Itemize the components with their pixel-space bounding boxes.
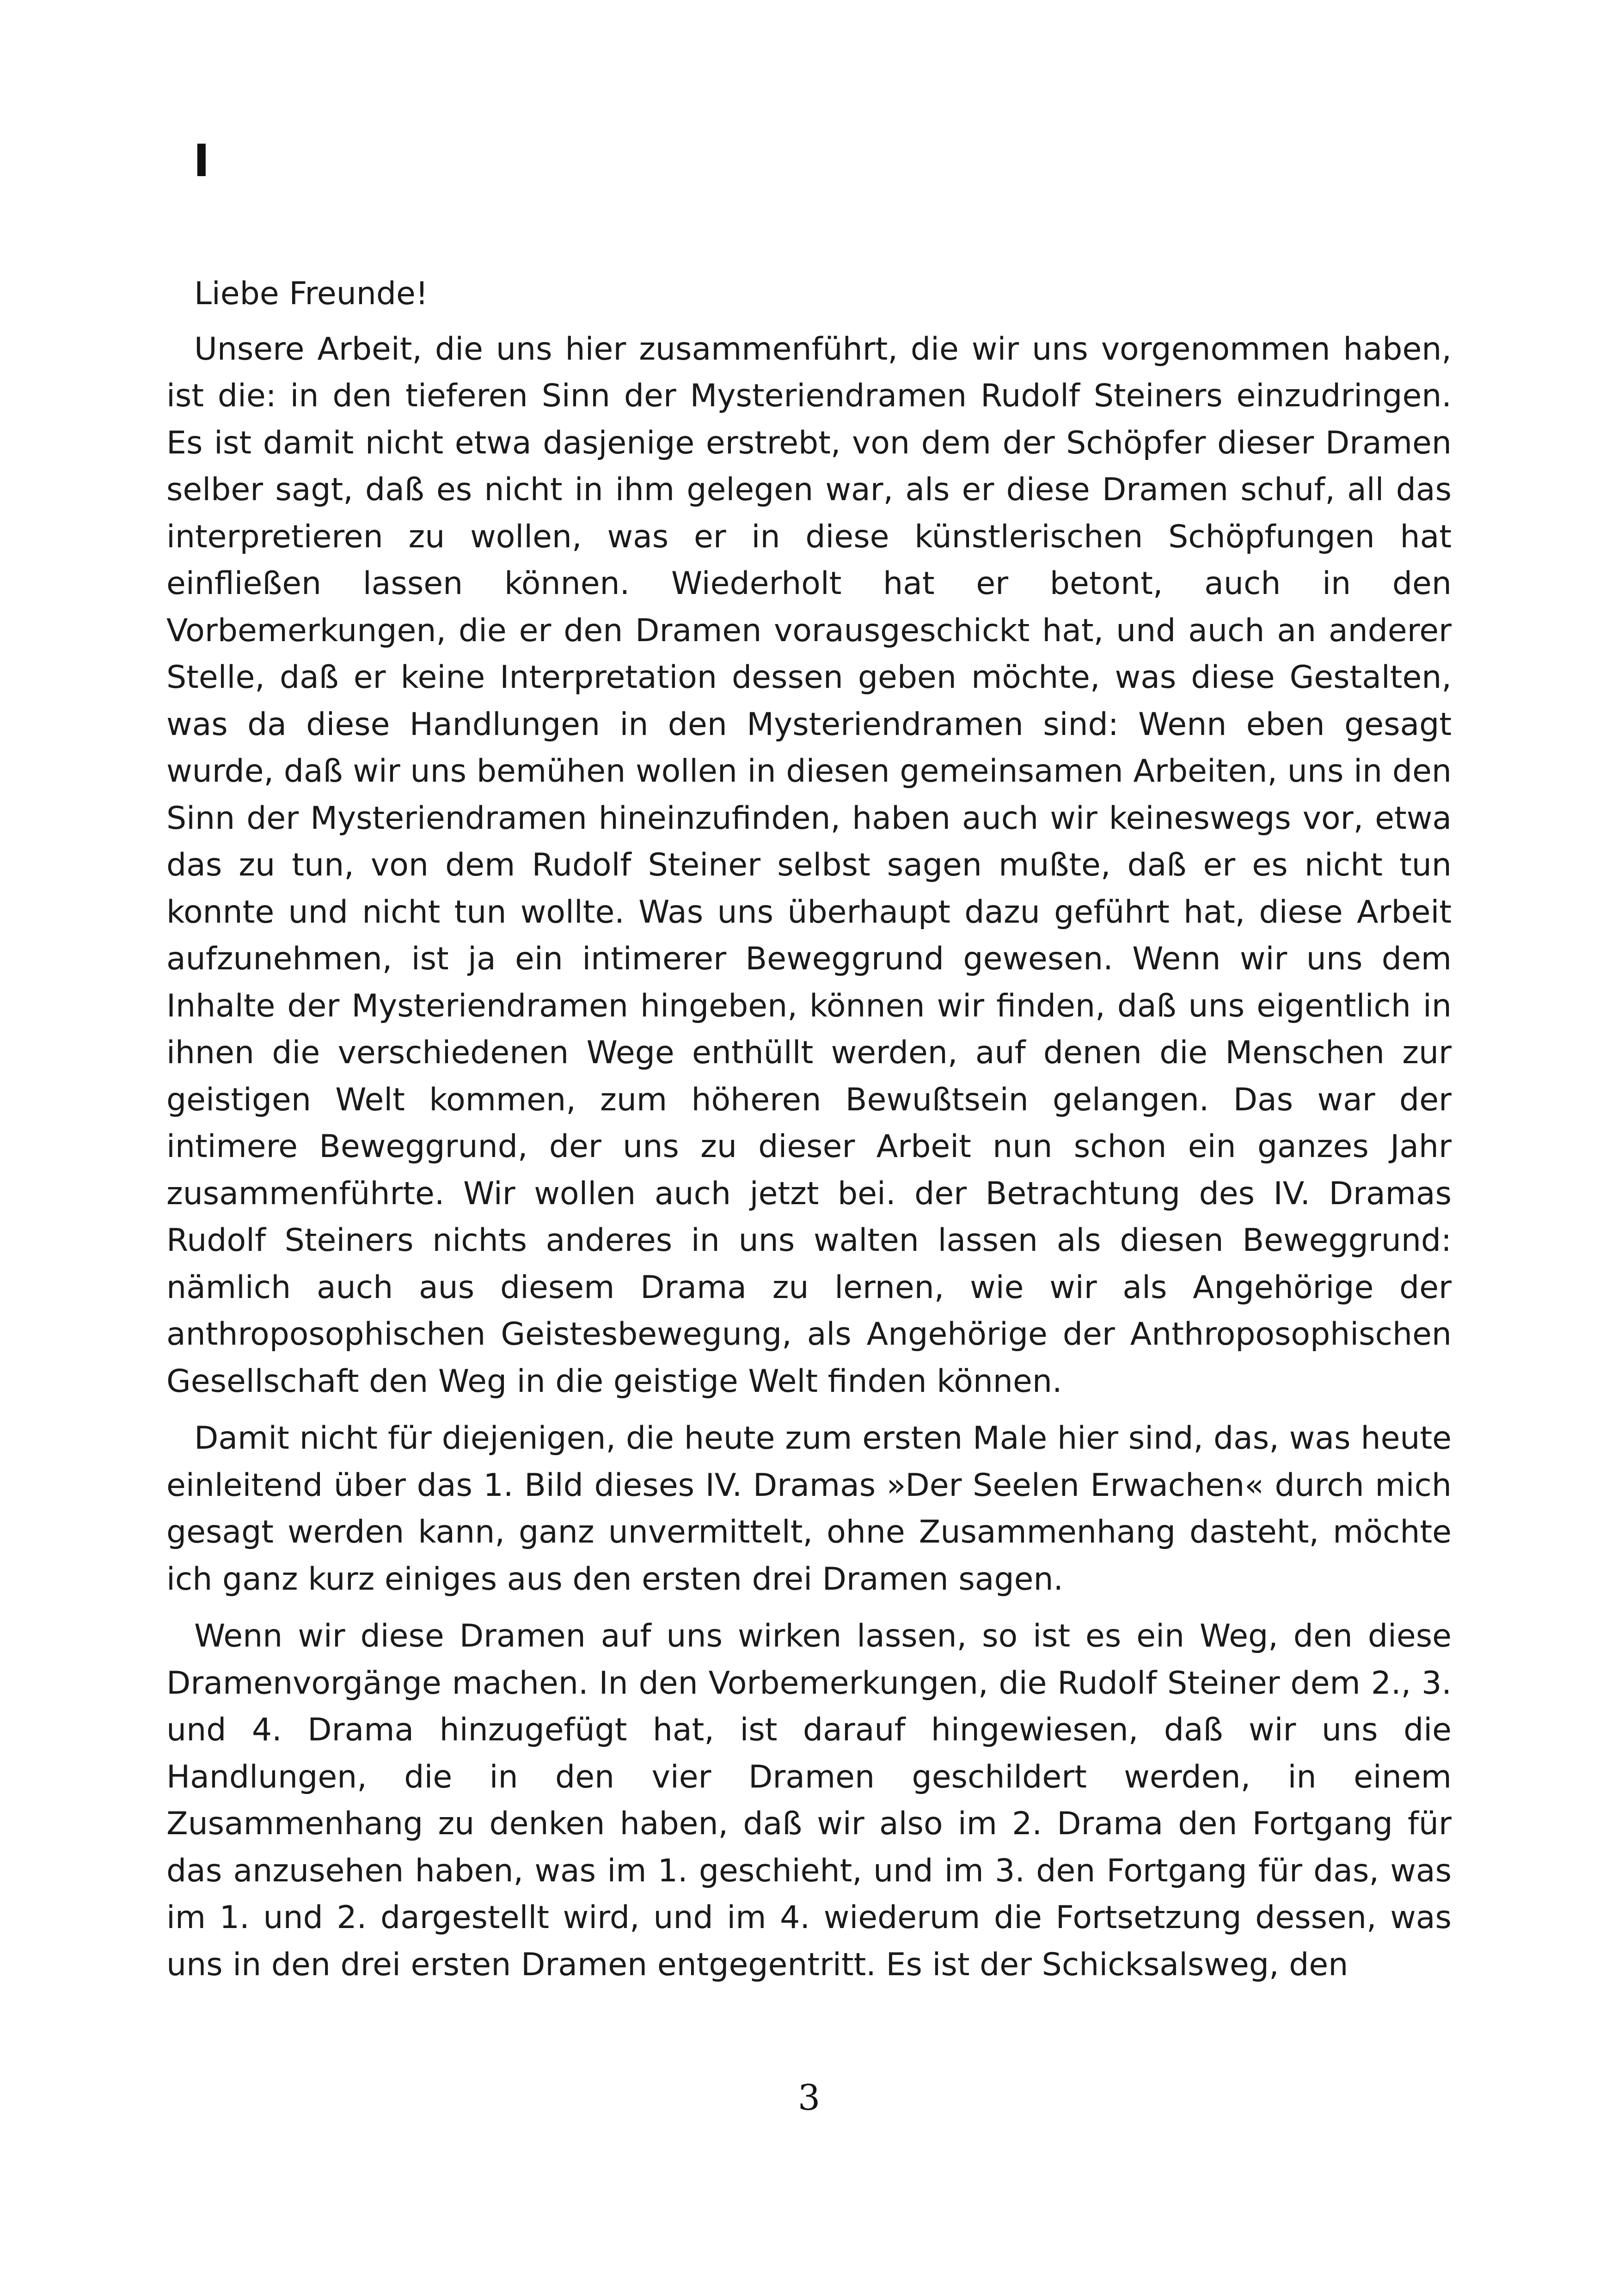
paragraph-1: Unsere Arbeit, die uns hier zusammenführt, die wir uns vorgenommen haben, ist die: in den tieferen Sinn der Mysteriendramen Rudolf Steiners einzudringen. Es ist damit nicht etwa dasjenige erstrebt, von dem der Schöpfer dieser Dramen selber sagt, daß es nicht in ihm gelegen war, als er diese Dramen schuf, all das interpretieren zu wollen, was er in diese künstlerischen Schöpfungen hat einfließen lassen können. Wiederholt hat er betont, auch in den Vorbemerkungen, die er den Dramen vorausgeschickt hat, und auch an anderer Stelle, daß er keine Interpretation dessen geben möchte, was diese Gestalten, was da diese Handlungen in den Mysteriendramen sind: Wenn eben gesagt wurde, daß wir uns bemühen wollen in diesen gemeinsamen Arbeiten, uns in den Sinn der Mysteriendramen hineinzufinden, haben auch wir keineswegs vor, etwa das zu tun, von dem Rudolf Steiner selbst sagen mußte, daß er es nicht tun konnte und nicht tun wollte. Was uns überhaupt dazu geführt hat, diese Arbeit aufzunehmen, ist ja ein intimerer Beweggrund gewesen. Wenn wir uns dem Inhalte der Mysteriendramen hingeben, können wir finden, daß uns eigentlich in ihnen die verschiedenen Wege enthüllt werden, auf denen die Menschen zur geistigen Welt kommen, zum höheren Bewußtsein gelangen. Das war der intimere Beweggrund, der uns zu dieser Arbeit nun schon ein ganzes Jahr zusammenführte. Wir wollen auch jetzt bei. der Betrachtung des IV. Dramas Rudolf Steiners nichts anderes in uns walten lassen als diesen Beweggrund: nämlich auch aus diesem Drama zu lernen, wie wir als Angehörige der anthroposophischen Geistesbewegung, als Angehörige der Anthroposophischen Gesellschaft den Weg in die geistige Welt finden können.	[166, 331, 1452, 1400]
chapter-heading: I	[193, 135, 210, 187]
page-number: 3	[797, 2077, 821, 2118]
paragraph-2: Damit nicht für diejenigen, die heute zum ersten Male hier sind, das, was heute einleitend über das 1. Bild dieses IV. Dramas »Der Seelen Erwachen« durch mich gesagt werden kann, ganz unvermittelt, ohne Zusammenhang dasteht, möchte ich ganz kurz einiges aus den ersten drei Dramen sagen.	[166, 1420, 1452, 1598]
paragraph-3: Wenn wir diese Dramen auf uns wirken lassen, so ist es ein Weg, den diese Dramenvorgänge machen. In den Vorbemerkungen, die Rudolf Steiner dem 2., 3. und 4. Drama hinzugefügt hat, ist darauf hingewiesen, daß wir uns die Handlungen, die in den vier Dramen geschildert werden, in einem Zusammenhang zu denken haben, daß wir also im 2. Drama den Fortgang für das anzusehen haben, was im 1. geschieht, und im 3. den Fortgang für das, was im 1. und 2. dargestellt wird, und im 4. wiederum die Fortsetzung dessen, was uns in den drei ersten Dramen entgegentritt. Es ist der Schicksalsweg, den	[166, 1618, 1452, 1983]
salutation: Liebe Freunde!	[194, 276, 429, 312]
body-text	[166, 270, 1452, 1998]
